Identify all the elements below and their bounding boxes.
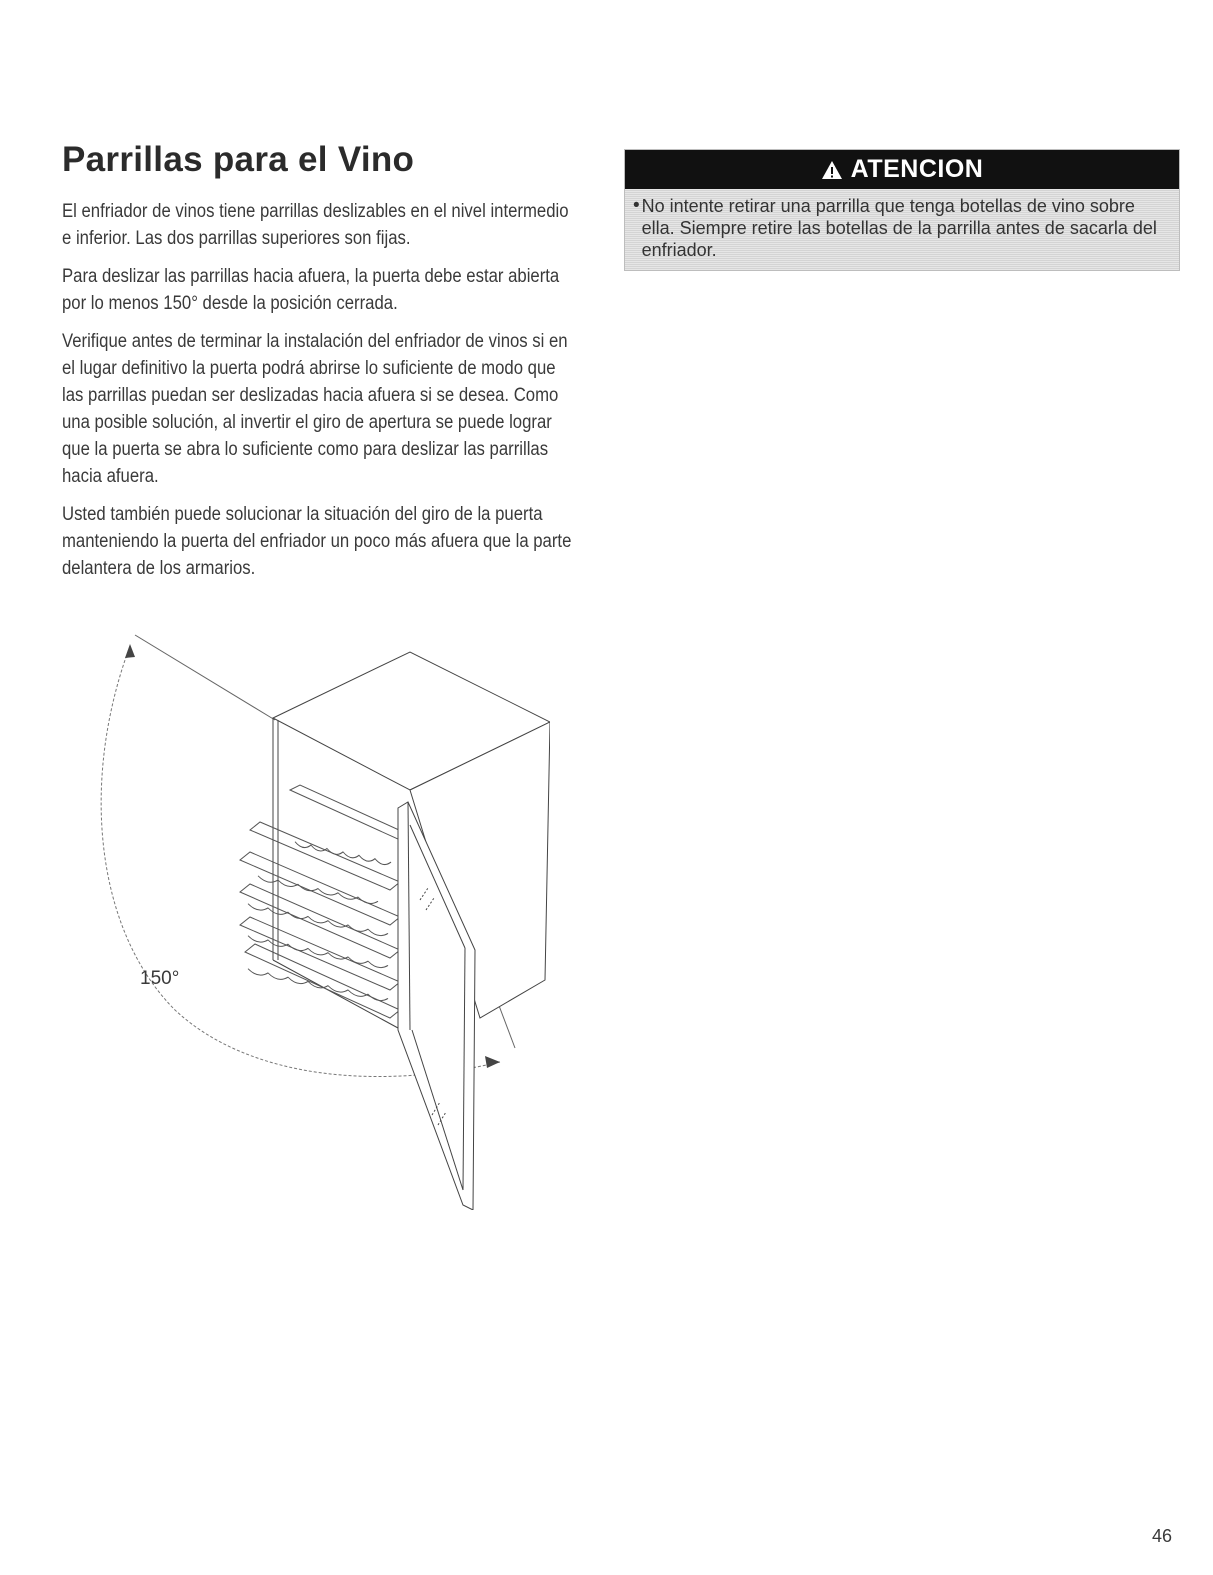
paragraph-sliding-shelves: El enfriador de vinos tiene parrillas deslizables en el nivel intermedio e inferior. Las dos parrillas superiores son fijas. [62,201,569,249]
angle-label: 150° [140,968,180,989]
warning-box [624,149,1180,271]
page-title: Parrillas para el Vino [62,140,415,179]
warning-triangle-icon [821,160,843,180]
warning-title: ATENCION [850,155,984,183]
paragraph-installation-check: Verifique antes de terminar la instalación del enfriador de vinos si en el lugar definitivo la puerta podrá abrirse lo suficiente de modo que las parrillas puedan ser deslizadas hacia afuera si se desea. Como una posible solución, al invertir el giro de apertura se puede lograr que la puerta se abra lo suficiente como para deslizar las parrillas hacia afuera. [62,331,568,487]
arc-arrow-top-icon [125,644,135,658]
page-number: 46 [1152,1526,1173,1546]
bullet-icon: • [633,195,640,216]
warning-body [625,189,1179,261]
open-door-reference-line [135,635,275,720]
paragraph-door-swing-solution: Usted también puede solucionar la situación del giro de la puerta manteniendo la puerta del enfriador un poco más afuera que la parte delantera de los armarios. [62,504,572,579]
wine-shelves [240,785,410,1018]
warning-text: No intente retirar una parrilla que tenga botellas de vino sobre ella. Siempre retire las botellas de la parrilla antes de sacarla del enfriador. [641,196,1157,260]
arc-arrow-bottom-icon [485,1056,500,1068]
wine-cooler-door-diagram [80,630,550,1210]
body-text [62,198,582,593]
warning-header [625,150,1179,189]
paragraph-door-angle: Para deslizar las parrillas hacia afuera, la puerta debe estar abierta por lo menos 150° desde la posición cerrada. [62,266,560,314]
